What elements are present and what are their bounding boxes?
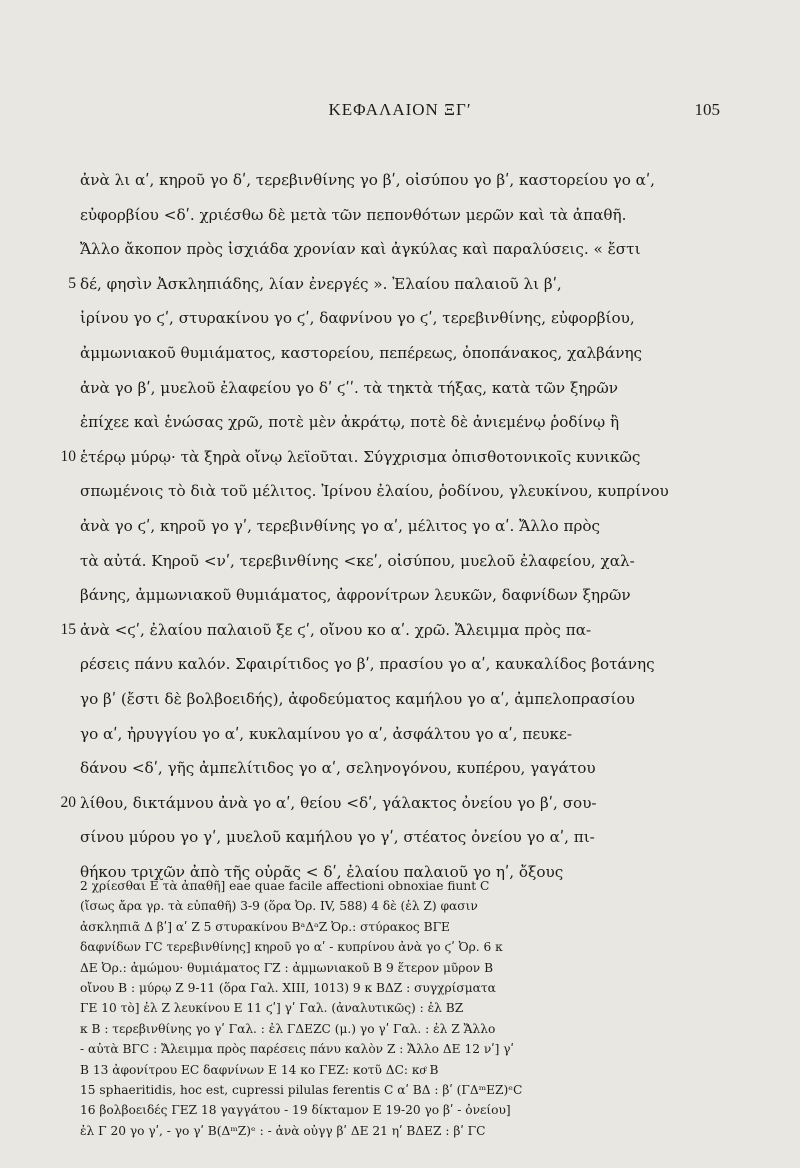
line-number: 20 xyxy=(60,793,76,811)
text-line xyxy=(80,544,712,579)
text-line xyxy=(80,682,712,717)
apparatus-line: 16 βολβοειδές ΓΕΖ 18 γαγγάτου - 19 δίκταμον Ε 19-20 γο βʹ - ὀνείου] xyxy=(80,1103,511,1118)
running-header xyxy=(80,100,720,124)
text-line xyxy=(80,371,712,406)
line-number: 15 xyxy=(60,620,76,638)
text-line xyxy=(68,267,712,302)
text-line xyxy=(80,474,712,509)
line-text: θήκου τριχῶν ἀπὸ τῆς οὐρᾶς < δʹ, ἐλαίου παλαιοῦ γο ηʹ, ὄξους xyxy=(80,862,564,881)
line-text: ἀμμωνιακοῦ θυμιάματος, καστορείου, πεπέρεως, ὀποπάνακος, χαλβάνης xyxy=(80,343,643,362)
line-number: 5 xyxy=(68,274,76,292)
line-text: σίνου μύρου γο γʹ, μυελοῦ καμήλου γο γʹ, στέατος ὀνείου γο αʹ, πι- xyxy=(80,828,595,847)
line-text: δάνου <δʹ, γῆς ἀμπελίτιδος γο αʹ, σεληνογόνου, κυπέρου, γαγάτου xyxy=(80,759,596,778)
apparatus-line: - αὐτὰ ΒΓC : Ἄλειμμα πρὸς παρέσεις πάνυ καλὸν Ζ : Ἄλλο ΔΕ 12 νʹ] γʹ xyxy=(80,1042,514,1057)
critical-apparatus xyxy=(80,876,720,1141)
text-line xyxy=(80,820,712,855)
line-text: ἰρίνου γο ϛʹ, στυρακίνου γο ϛʹ, δαφνίνου γο ϛʹ, τερεβινθίνης, εὐφορβίου, xyxy=(80,309,635,328)
line-text: σπωμένοις τὸ διὰ τοῦ μέλιτος. Ἰρίνου ἐλαίου, ῥοδίνου, γλευκίνου, κυπρίνου xyxy=(80,482,669,501)
line-text: βάνης, ἀμμωνιακοῦ θυμιάματος, ἀφρονίτρων λευκῶν, δαφνίδων ξηρῶν xyxy=(80,586,631,605)
apparatus-line: ἀσκληπιᾶ Δ βʹ] αʹ Ζ 5 στυρακίνου ΒᵃΔᵃΖ Ὀρ.: στύρακος ΒΓΕ xyxy=(80,919,450,934)
text-line xyxy=(80,198,712,233)
apparatus-line: οἴνου Β : μύρῳ Ζ 9-11 (ὅρα Γαλ. XIII, 1013) 9 κ ΒΔΖ : συγχρίσματα xyxy=(80,980,496,995)
line-text: ἀνὰ λι αʹ, κηροῦ γο δʹ, τερεβινθίνης γο βʹ, οἰσύπου γο βʹ, καστορείου γο αʹ, xyxy=(80,171,655,189)
apparatus-line: ΓΕ 10 τὸ] ἐλ Ζ λευκίνου Ε 11 ϛʹ] γʹ Γαλ. (ἀναλυτικῶς) : ἐλ ΒΖ xyxy=(80,1001,464,1016)
text-line xyxy=(80,301,712,336)
line-text: ἑτέρῳ μύρῳ· τὰ ξηρὰ οἴνῳ λεϊοῦται. Σύγχρισμα ὀπισθοτονικοῖς κυνικῶς xyxy=(80,447,641,466)
line-text: γο βʹ (ἔστι δὲ βολβοειδής), ἀφοδεύματος καμήλου γο αʹ, ἀμπελοπρασίου xyxy=(80,689,635,708)
apparatus-line: κ Β : τερεβινθίνης γο γʹ Γαλ. : ἐλ ΓΔΕΖC (μ.) γο γʹ Γαλ. : ἐλ Ζ Ἄλλο xyxy=(80,1021,496,1036)
apparatus-line: ΔΕ Ὀρ.: ἀμώμου· θυμιάματος ΓΖ : ἀμμωνιακοῦ Β 9 ἕτερον μῦρον Β xyxy=(80,960,494,975)
text-line xyxy=(80,509,712,544)
line-text: ἀνὰ <ϛʹ, ἐλαίου παλαιοῦ ξε ϛʹ, οἴνου κο αʹ. χρῶ. Ἄλειμμα πρὸς πα- xyxy=(80,620,592,639)
page-number: 105 xyxy=(694,100,720,119)
chapter-title: ΚΕΦΑΛΑΙΟΝ ΞΓʹ xyxy=(328,100,472,119)
line-text: λίθου, δικτάμνου ἀνὰ γο αʹ, θείου <δʹ, γάλακτος ὀνείου γο βʹ, σου- xyxy=(80,793,597,812)
line-text: ἀνὰ γο ϛʹ, κηροῦ γο γʹ, τερεβινθίνης γο αʹ, μέλιτος γο αʹ. Ἄλλο πρὸς xyxy=(80,516,601,535)
text-line xyxy=(60,786,712,821)
text-line xyxy=(80,163,712,198)
line-text: ρέσεις πάνυ καλόν. Σφαιρίτιδος γο βʹ, πρασίου γο αʹ, καυκαλίδος βοτάνης xyxy=(80,655,655,674)
text-line xyxy=(60,613,712,648)
main-text xyxy=(60,163,712,889)
text-line xyxy=(80,751,712,786)
line-text: τὰ αὐτά. Κηροῦ <νʹ, τερεβινθίνης <κεʹ, οἰσύπου, μυελοῦ ἐλαφείου, χαλ- xyxy=(80,551,635,570)
line-text: εὐφορβίου <δʹ. χριέσθω δὲ μετὰ τῶν πεπονθότων μερῶν καὶ τὰ ἀπαθῆ. xyxy=(80,205,627,224)
apparatus-line: δαφνίδων ΓC τερεβινθίνης] κηροῦ γο αʹ - κυπρίνου ἀνὰ γο ϛʹ Ὀρ. 6 κ xyxy=(80,940,503,955)
apparatus-line: (ἴσως ἄρα γρ. τὰ εὐπαθῆ) 3-9 (ὅρα Ὀρ. IV, 588) 4 δὲ (ἐλ Ζ) φασιν xyxy=(80,899,478,914)
text-line xyxy=(80,717,712,752)
text-line xyxy=(80,647,712,682)
text-line xyxy=(80,405,712,440)
text-line xyxy=(80,232,712,267)
text-line xyxy=(80,578,712,613)
text-line xyxy=(60,440,712,475)
line-number: 10 xyxy=(60,447,76,465)
text-line xyxy=(80,336,712,371)
apparatus-line: 15 sphaeritidis, hoc est, cupressi pilulas ferentis C αʹ ΒΔ : βʹ (ΓΔᵐΕΖ)ᵉC xyxy=(80,1082,523,1097)
line-text: ἐπίχεε καὶ ἑνώσας χρῶ, ποτὲ μὲν ἀκράτῳ, ποτὲ δὲ ἀνιεμένῳ ῥοδίνῳ ἢ xyxy=(80,413,620,432)
apparatus-line: ἐλ Γ 20 γο γʹ, - γο γʹ Β(ΔᵐΖ)ᵉ : - ἀνὰ οὐγγ βʹ ΔΕ 21 ηʹ ΒΔΕΖ : βʹ ΓC xyxy=(80,1123,486,1138)
apparatus-line: Β 13 ἀφονίτρου ΕC δαφνίνων Ε 14 κο ΓΕΖ: κοτῦ ΔC: κοͤ Β xyxy=(80,1062,439,1077)
line-text: Ἄλλο ἄκοπον πρὸς ἰσχιάδα χρονίαν καὶ ἀγκύλας καὶ παραλύσεις. « ἔστι xyxy=(80,240,641,259)
line-text: δέ, φησὶν Ἀσκληπιάδης, λίαν ἐνεργές ». Ἐλαίου παλαιοῦ λι βʹ, xyxy=(80,274,562,293)
apparatus-line: 2 χρίεσθαι Ε τὰ ἀπαθῆ] eae quae facile affectioni obnoxiae fiunt C xyxy=(80,879,490,893)
line-text: ἀνὰ γο βʹ, μυελοῦ ἐλαφείου γο δʹ ϛʹʹ. τὰ τηκτὰ τήξας, κατὰ τῶν ξηρῶν xyxy=(80,378,618,397)
line-text: γο αʹ, ἠρυγγίου γο αʹ, κυκλαμίνου γο αʹ, ἀσφάλτου γο αʹ, πευκε- xyxy=(80,724,572,743)
